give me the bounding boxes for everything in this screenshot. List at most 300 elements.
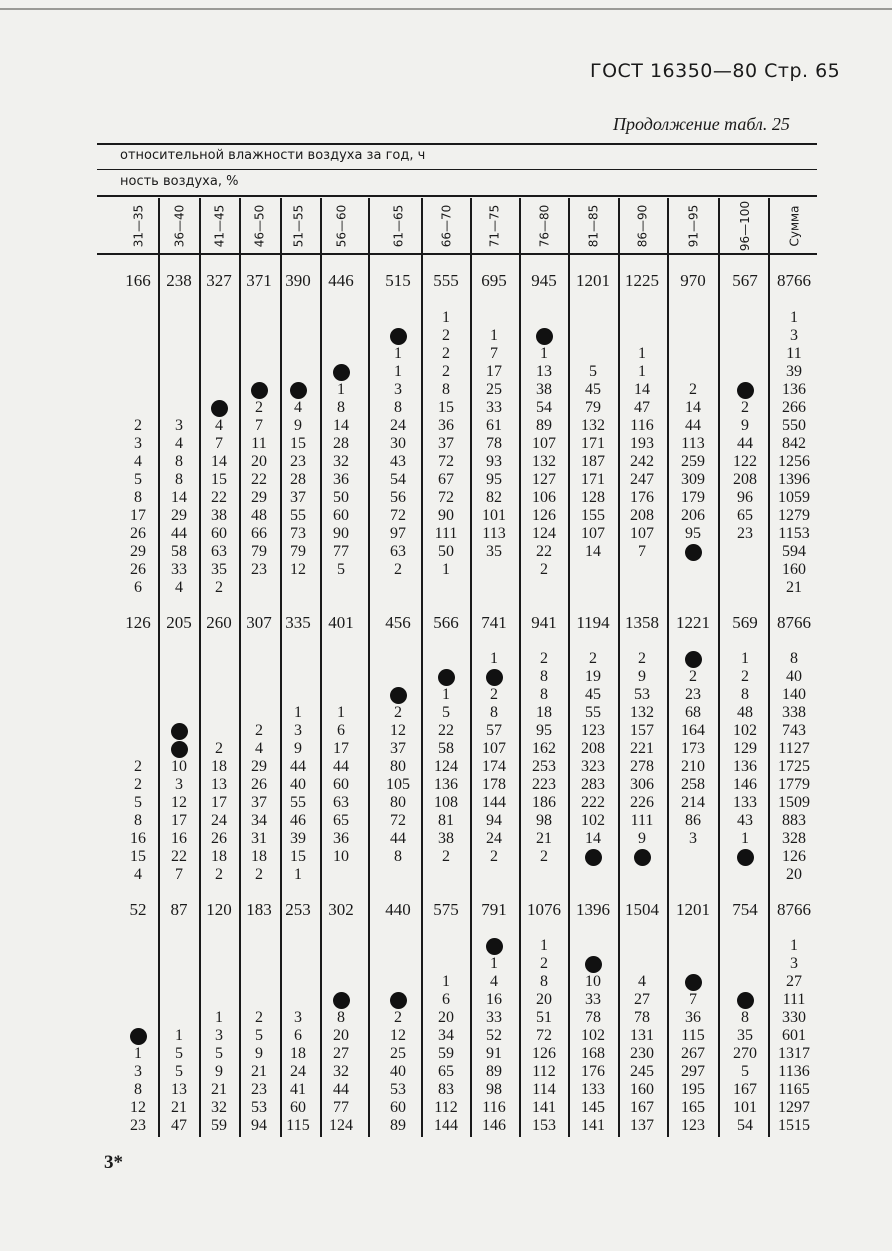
table-cell: 153	[532, 1117, 556, 1134]
table-cell: 48	[737, 704, 753, 721]
table-cell: 90	[333, 525, 349, 542]
column-rule	[519, 198, 521, 1137]
table-cell: 179	[681, 489, 705, 506]
table-cell: 165	[681, 1099, 705, 1116]
table-cell: 60	[290, 1099, 306, 1116]
table-cell: 1	[540, 345, 548, 362]
table-cell: 37	[390, 740, 406, 757]
table-cell: 550	[782, 417, 806, 434]
table-cell: 5	[741, 1063, 749, 1080]
dot-marker	[723, 991, 767, 1009]
table-cell: 8	[134, 1081, 142, 1098]
total-cell: 183	[246, 900, 272, 919]
dot-marker-glyph	[171, 723, 188, 740]
column-header	[242, 200, 276, 252]
column-header-label: 86—90	[635, 204, 650, 248]
table-cell: 39	[290, 830, 306, 847]
table-cell: 12	[290, 561, 306, 578]
table-cell: 1	[215, 1009, 223, 1026]
table-cell: 3	[689, 830, 697, 847]
table-cell: 2	[741, 399, 749, 416]
total-cell: 166	[125, 271, 151, 290]
table-cell: 1	[442, 561, 450, 578]
footnote-mark: 3*	[104, 1152, 123, 1173]
table-cell: 107	[482, 740, 506, 757]
table-cell: 167	[630, 1099, 654, 1116]
total-cell: 302	[328, 900, 354, 919]
table-cell: 113	[681, 435, 705, 452]
table-cell: 20	[333, 1027, 349, 1044]
table-cell: 1	[394, 363, 402, 380]
table-cell: 40	[390, 1063, 406, 1080]
table-caption: Продолжение табл. 25	[613, 114, 790, 134]
total-cell: 307	[246, 613, 272, 632]
table-cell: 15	[211, 471, 227, 488]
table-cell: 2	[215, 866, 223, 883]
table-cell: 21	[211, 1081, 227, 1098]
table-cell: 259	[681, 453, 705, 470]
table-cell: 10	[171, 758, 187, 775]
dot-marker	[376, 991, 420, 1009]
table-cell: 187	[581, 453, 605, 470]
table-cell: 2	[255, 866, 263, 883]
column-header-label: Сумма	[787, 205, 802, 247]
table-cell: 14	[685, 399, 701, 416]
table-cell: 174	[482, 758, 506, 775]
table-cell: 31	[251, 830, 267, 847]
table-cell: 26	[251, 776, 267, 793]
table-cell: 108	[434, 794, 458, 811]
table-cell: 24	[486, 830, 502, 847]
table-cell: 2	[394, 704, 402, 721]
table-cell: 20	[536, 991, 552, 1008]
table-cell: 82	[486, 489, 502, 506]
table-cell: 28	[290, 471, 306, 488]
table-cell: 171	[581, 471, 605, 488]
table-cell: 28	[333, 435, 349, 452]
total-cell: 1504	[625, 900, 659, 919]
table-cell: 44	[290, 758, 306, 775]
table-cell: 140	[782, 686, 806, 703]
table-cell: 162	[532, 740, 556, 757]
total-cell: 371	[246, 271, 272, 290]
dot-marker	[319, 363, 363, 381]
table-cell: 32	[211, 1099, 227, 1116]
table-cell: 6	[294, 1027, 302, 1044]
table-cell: 3	[790, 955, 798, 972]
total-cell: 120	[206, 900, 232, 919]
table-cell: 101	[482, 507, 506, 524]
rule-cols	[97, 195, 817, 197]
table-cell: 2	[540, 955, 548, 972]
table-cell: 65	[737, 507, 753, 524]
table-cell: 3	[215, 1027, 223, 1044]
table-cell: 53	[390, 1081, 406, 1098]
table-cell: 18	[536, 704, 552, 721]
dot-marker	[522, 327, 566, 345]
table-cell: 168	[581, 1045, 605, 1062]
table-cell: 63	[211, 543, 227, 560]
table-cell: 8	[134, 812, 142, 829]
table-cell: 26	[130, 525, 146, 542]
table-cell: 53	[251, 1099, 267, 1116]
table-cell: 63	[390, 543, 406, 560]
table-cell: 126	[532, 507, 556, 524]
table-cell: 883	[782, 812, 806, 829]
column-rule	[718, 198, 720, 1137]
table-cell: 111	[782, 991, 806, 1008]
table-cell: 15	[290, 848, 306, 865]
table-cell: 72	[536, 1027, 552, 1044]
table-cell: 33	[171, 561, 187, 578]
table-cell: 107	[630, 525, 654, 542]
table-cell: 32	[333, 1063, 349, 1080]
table-cell: 21	[171, 1099, 187, 1116]
table-cell: 9	[741, 417, 749, 434]
table-cell: 97	[390, 525, 406, 542]
table-cell: 23	[737, 525, 753, 542]
dot-marker	[319, 991, 363, 1009]
table-cell: 178	[482, 776, 506, 793]
table-cell: 126	[782, 848, 806, 865]
table-cell: 116	[630, 417, 654, 434]
total-cell: 741	[481, 613, 507, 632]
table-cell: 45	[585, 381, 601, 398]
rule-mid	[97, 169, 817, 170]
table-cell: 2	[442, 327, 450, 344]
column-header-label: 51—55	[291, 204, 306, 248]
table-cell: 12	[130, 1099, 146, 1116]
table-cell: 7	[175, 866, 183, 883]
table-cell: 1059	[778, 489, 810, 506]
table-cell: 22	[251, 471, 267, 488]
column-rule	[199, 198, 201, 1137]
table-cell: 208	[733, 471, 757, 488]
table-cell: 98	[536, 812, 552, 829]
total-cell: 566	[433, 613, 459, 632]
table-cell: 1	[790, 309, 798, 326]
table-cell: 144	[434, 1117, 458, 1134]
total-cell: 575	[433, 900, 459, 919]
table-cell: 56	[390, 489, 406, 506]
table-cell: 8	[337, 399, 345, 416]
dot-marker-glyph	[438, 669, 455, 686]
table-cell: 14	[333, 417, 349, 434]
table-cell: 41	[290, 1081, 306, 1098]
dot-marker	[276, 381, 320, 399]
table-cell: 10	[585, 973, 601, 990]
table-cell: 8	[394, 399, 402, 416]
table-cell: 37	[251, 794, 267, 811]
top-rule	[0, 8, 892, 10]
table-cell: 50	[333, 489, 349, 506]
dot-marker-glyph	[486, 669, 503, 686]
table-cell: 1	[638, 363, 646, 380]
table-cell: 89	[486, 1063, 502, 1080]
table-cell: 25	[486, 381, 502, 398]
table-cell: 72	[438, 453, 454, 470]
column-header	[676, 200, 710, 252]
table-cell: 46	[290, 812, 306, 829]
dot-marker	[571, 955, 615, 973]
table-cell: 4	[175, 579, 183, 596]
table-cell: 89	[390, 1117, 406, 1134]
table-cell: 594	[782, 543, 806, 560]
table-cell: 124	[434, 758, 458, 775]
table-cell: 4	[175, 435, 183, 452]
dot-marker	[424, 668, 468, 686]
table-cell: 40	[786, 668, 802, 685]
table-cell: 9	[294, 417, 302, 434]
table-cell: 160	[782, 561, 806, 578]
table-cell: 123	[581, 722, 605, 739]
table-cell: 278	[630, 758, 654, 775]
table-cell: 60	[333, 776, 349, 793]
table-cell: 16	[171, 830, 187, 847]
table-cell: 167	[733, 1081, 757, 1098]
table-cell: 102	[733, 722, 757, 739]
table-cell: 601	[782, 1027, 806, 1044]
column-header	[576, 200, 610, 252]
table-cell: 68	[685, 704, 701, 721]
table-cell: 24	[390, 417, 406, 434]
table-cell: 7	[689, 991, 697, 1008]
table-cell: 144	[482, 794, 506, 811]
table-cell: 63	[333, 794, 349, 811]
table-cell: 22	[211, 489, 227, 506]
table-cell: 338	[782, 704, 806, 721]
table-cell: 195	[681, 1081, 705, 1098]
table-cell: 2	[394, 561, 402, 578]
table-cell: 39	[786, 363, 802, 380]
dot-marker	[376, 327, 420, 345]
table-cell: 21	[536, 830, 552, 847]
table-cell: 38	[438, 830, 454, 847]
table-cell: 3	[134, 435, 142, 452]
table-cell: 328	[782, 830, 806, 847]
table-cell: 173	[681, 740, 705, 757]
header-row-1: относительной влажности воздуха за год, ч	[120, 148, 426, 163]
table-cell: 8	[540, 668, 548, 685]
total-cell: 205	[166, 613, 192, 632]
table-cell: 12	[171, 794, 187, 811]
total-cell: 1225	[625, 271, 659, 290]
table-cell: 13	[171, 1081, 187, 1098]
table-cell: 133	[581, 1081, 605, 1098]
table-cell: 2	[689, 381, 697, 398]
dot-marker	[671, 973, 715, 991]
dot-marker-glyph	[211, 400, 228, 417]
table-cell: 4	[255, 740, 263, 757]
total-cell: 754	[732, 900, 758, 919]
total-cell: 1201	[676, 900, 710, 919]
table-cell: 11	[251, 435, 267, 452]
table-cell: 3	[294, 1009, 302, 1026]
table-cell: 10	[333, 848, 349, 865]
table-cell: 146	[482, 1117, 506, 1134]
table-cell: 7	[490, 345, 498, 362]
table-cell: 2	[442, 848, 450, 865]
table-cell: 131	[630, 1027, 654, 1044]
table-cell: 1256	[778, 453, 810, 470]
table-cell: 258	[681, 776, 705, 793]
table-cell: 176	[581, 1063, 605, 1080]
table-cell: 23	[251, 561, 267, 578]
table-cell: 14	[211, 453, 227, 470]
table-cell: 54	[390, 471, 406, 488]
column-header-label: 71—75	[487, 204, 502, 248]
table-cell: 2	[490, 848, 498, 865]
table-cell: 23	[685, 686, 701, 703]
table-cell: 21	[786, 579, 802, 596]
table-cell: 1	[294, 704, 302, 721]
table-cell: 129	[733, 740, 757, 757]
dot-marker-glyph	[390, 328, 407, 345]
table-cell: 9	[215, 1063, 223, 1080]
column-header	[527, 200, 561, 252]
table-cell: 1165	[778, 1081, 810, 1098]
table-cell: 29	[251, 489, 267, 506]
table-cell: 4	[294, 399, 302, 416]
table-cell: 101	[733, 1099, 757, 1116]
table-cell: 24	[211, 812, 227, 829]
column-header	[777, 200, 811, 252]
table-cell: 95	[536, 722, 552, 739]
table-cell: 7	[638, 543, 646, 560]
table-cell: 25	[390, 1045, 406, 1062]
table-cell: 8	[175, 471, 183, 488]
table-cell: 43	[390, 453, 406, 470]
table-cell: 160	[630, 1081, 654, 1098]
dot-marker-glyph	[333, 364, 350, 381]
table-cell: 102	[581, 812, 605, 829]
table-cell: 54	[536, 399, 552, 416]
column-header-label: 76—80	[537, 204, 552, 248]
table-cell: 106	[532, 489, 556, 506]
table-cell: 95	[486, 471, 502, 488]
table-cell: 2	[741, 668, 749, 685]
table-cell: 2	[689, 668, 697, 685]
total-cell: 126	[125, 613, 151, 632]
table-cell: 3	[790, 327, 798, 344]
table-cell: 20	[786, 866, 802, 883]
table-cell: 72	[390, 507, 406, 524]
table-cell: 16	[130, 830, 146, 847]
table-cell: 1127	[778, 740, 810, 757]
table-cell: 2	[540, 650, 548, 667]
table-cell: 267	[681, 1045, 705, 1062]
table-cell: 8	[175, 453, 183, 470]
table-cell: 36	[685, 1009, 701, 1026]
table-cell: 29	[251, 758, 267, 775]
table-cell: 17	[130, 507, 146, 524]
table-cell: 15	[438, 399, 454, 416]
table-cell: 2	[589, 650, 597, 667]
table-cell: 115	[286, 1117, 310, 1134]
table-cell: 123	[681, 1117, 705, 1134]
table-cell: 79	[585, 399, 601, 416]
table-cell: 2	[638, 650, 646, 667]
table-cell: 24	[290, 1063, 306, 1080]
table-cell: 65	[333, 812, 349, 829]
table-cell: 4	[638, 973, 646, 990]
table-cell: 186	[532, 794, 556, 811]
table-cell: 60	[390, 1099, 406, 1116]
table-cell: 2	[540, 848, 548, 865]
table-cell: 59	[211, 1117, 227, 1134]
table-cell: 2	[215, 579, 223, 596]
column-header-label: 56—60	[334, 204, 349, 248]
table-cell: 2	[394, 1009, 402, 1026]
table-cell: 34	[438, 1027, 454, 1044]
table-cell: 29	[130, 543, 146, 560]
table-cell: 55	[585, 704, 601, 721]
dot-marker	[197, 399, 241, 417]
table-cell: 51	[536, 1009, 552, 1026]
column-rule	[158, 198, 160, 1137]
rule-body	[97, 253, 817, 255]
table-cell: 8	[741, 1009, 749, 1026]
dot-marker-glyph	[737, 992, 754, 1009]
total-cell: 791	[481, 900, 507, 919]
dot-marker	[116, 1027, 160, 1045]
table-cell: 1	[337, 381, 345, 398]
table-cell: 306	[630, 776, 654, 793]
table-cell: 53	[634, 686, 650, 703]
table-cell: 1	[490, 650, 498, 667]
column-rule	[667, 198, 669, 1137]
dot-marker	[376, 686, 420, 704]
total-cell: 253	[285, 900, 311, 919]
table-cell: 1279	[778, 507, 810, 524]
table-cell: 90	[438, 507, 454, 524]
table-cell: 208	[581, 740, 605, 757]
table-cell: 18	[211, 758, 227, 775]
dot-marker-glyph	[390, 687, 407, 704]
table-cell: 226	[630, 794, 654, 811]
page-header: ГОСТ 16350—80 Стр. 65	[590, 60, 841, 82]
table-cell: 1396	[778, 471, 810, 488]
table-cell: 58	[438, 740, 454, 757]
table-cell: 14	[585, 543, 601, 560]
table-cell: 111	[630, 812, 654, 829]
table-cell: 11	[786, 345, 802, 362]
table-cell: 22	[438, 722, 454, 739]
table-cell: 164	[681, 722, 705, 739]
table-cell: 38	[211, 507, 227, 524]
table-cell: 5	[589, 363, 597, 380]
total-cell: 1221	[676, 613, 710, 632]
total-cell: 1396	[576, 900, 610, 919]
table-cell: 1136	[778, 1063, 810, 1080]
table-cell: 5	[175, 1063, 183, 1080]
table-cell: 112	[434, 1099, 458, 1116]
table-cell: 35	[211, 561, 227, 578]
table-cell: 17	[486, 363, 502, 380]
dot-marker-glyph	[685, 651, 702, 668]
table-cell: 77	[333, 543, 349, 560]
table-cell: 4	[134, 453, 142, 470]
table-cell: 1515	[778, 1117, 810, 1134]
total-cell: 238	[166, 271, 192, 290]
table-cell: 14	[585, 830, 601, 847]
total-cell: 8766	[777, 271, 811, 290]
table-cell: 132	[581, 417, 605, 434]
total-cell: 401	[328, 613, 354, 632]
table-cell: 3	[175, 776, 183, 793]
rule-top	[97, 143, 817, 145]
total-cell: 1201	[576, 271, 610, 290]
